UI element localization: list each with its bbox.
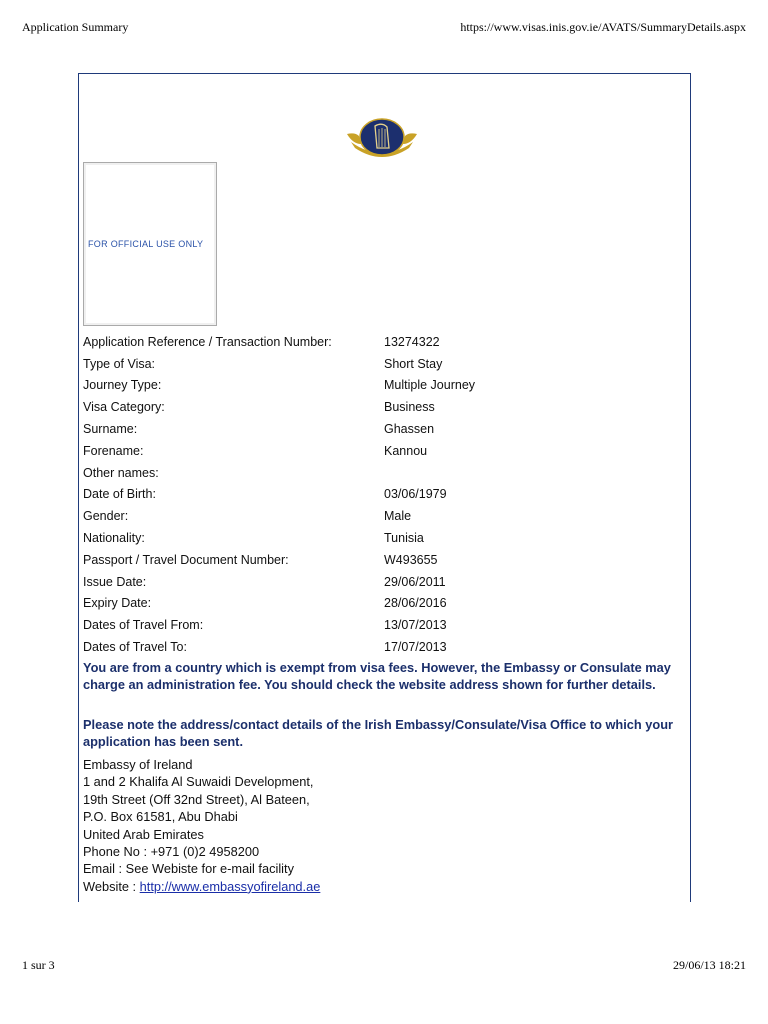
field-value: 13/07/2013 xyxy=(384,618,447,633)
field-label: Other names: xyxy=(83,465,159,480)
detail-row xyxy=(83,440,683,462)
detail-row xyxy=(83,527,683,549)
official-use-photo-box xyxy=(83,162,217,326)
print-title: Application Summary xyxy=(22,20,129,34)
print-header xyxy=(22,20,746,35)
detail-row xyxy=(83,331,683,353)
field-value: 28/06/2016 xyxy=(384,596,447,611)
harp-emblem-icon xyxy=(345,118,419,160)
field-label: Application Reference / Transaction Number: xyxy=(83,334,332,349)
address-line: 1 and 2 Khalifa Al Suwaidi Development, xyxy=(83,774,314,790)
field-label: Forename: xyxy=(83,443,144,458)
print-url: https://www.visas.inis.gov.ie/AVATS/SummaryDetails.aspx xyxy=(460,20,746,34)
detail-row xyxy=(83,375,683,397)
field-value: Business xyxy=(384,400,435,415)
detail-row xyxy=(83,484,683,506)
field-value: Male xyxy=(384,509,412,524)
address-line: P.O. Box 61581, Abu Dhabi xyxy=(83,809,238,825)
embassy-address xyxy=(83,756,320,895)
detail-row xyxy=(83,505,683,527)
address-line: United Arab Emirates xyxy=(83,826,204,842)
field-value: 29/06/2011 xyxy=(384,574,446,589)
field-label: Journey Type: xyxy=(83,378,162,393)
field-value: Ghassen xyxy=(384,422,435,437)
field-label: Surname: xyxy=(83,422,138,437)
field-label: Gender: xyxy=(83,509,129,524)
detail-row xyxy=(83,593,683,615)
field-value: 17/07/2013 xyxy=(384,640,447,655)
field-value: Kannou xyxy=(384,443,428,458)
field-value: 13274322 xyxy=(384,334,440,349)
summary-frame xyxy=(78,73,691,902)
field-label: Dates of Travel From: xyxy=(83,618,204,633)
field-label: Nationality: xyxy=(83,531,145,546)
field-label: Type of Visa: xyxy=(83,356,156,371)
field-value: 03/06/1979 xyxy=(384,487,447,502)
field-value: Short Stay xyxy=(384,356,443,371)
detail-row xyxy=(83,571,683,593)
detail-row xyxy=(83,549,683,571)
field-label: Dates of Travel To: xyxy=(83,640,187,655)
detail-row xyxy=(83,614,683,636)
application-details xyxy=(83,331,683,658)
fee-notice: You are from a country which is exempt from visa fees. However, the Embassy or Consulate may charge an administration fee. You should check the website address shown for further details. xyxy=(83,660,671,692)
field-value: Tunisia xyxy=(384,531,424,546)
address-line: 19th Street (Off 32nd Street), Al Bateen, xyxy=(83,791,310,807)
field-label: Date of Birth: xyxy=(83,487,156,502)
field-label: Visa Category: xyxy=(83,400,165,415)
address-notice: Please note the address/contact details of the Irish Embassy/Consulate/Visa Office to which your application has been sent. xyxy=(83,717,674,749)
detail-row xyxy=(83,396,683,418)
detail-row xyxy=(83,353,683,375)
print-footer xyxy=(22,958,746,973)
detail-row xyxy=(83,636,683,658)
address-line: Embassy of Ireland xyxy=(83,757,193,772)
website-link[interactable]: http://www.embassyofireland.ae xyxy=(139,878,321,894)
detail-row xyxy=(83,462,683,484)
field-value: Multiple Journey xyxy=(384,378,476,393)
email-line: Email : See Webiste for e-mail facility xyxy=(83,861,294,877)
phone-line: Phone No : +971 (0)2 4958200 xyxy=(83,844,260,860)
field-value: W493655 xyxy=(384,552,438,567)
website-label: Website : xyxy=(83,878,140,894)
official-use-label: FOR OFFICIAL USE ONLY xyxy=(88,239,204,249)
field-label: Expiry Date: xyxy=(83,596,152,611)
print-datetime: 29/06/13 18:21 xyxy=(672,958,746,972)
website-line xyxy=(83,878,320,895)
field-label: Passport / Travel Document Number: xyxy=(83,552,289,567)
detail-row xyxy=(83,418,683,440)
page-number: 1 sur 3 xyxy=(22,958,55,972)
field-label: Issue Date: xyxy=(83,574,147,589)
